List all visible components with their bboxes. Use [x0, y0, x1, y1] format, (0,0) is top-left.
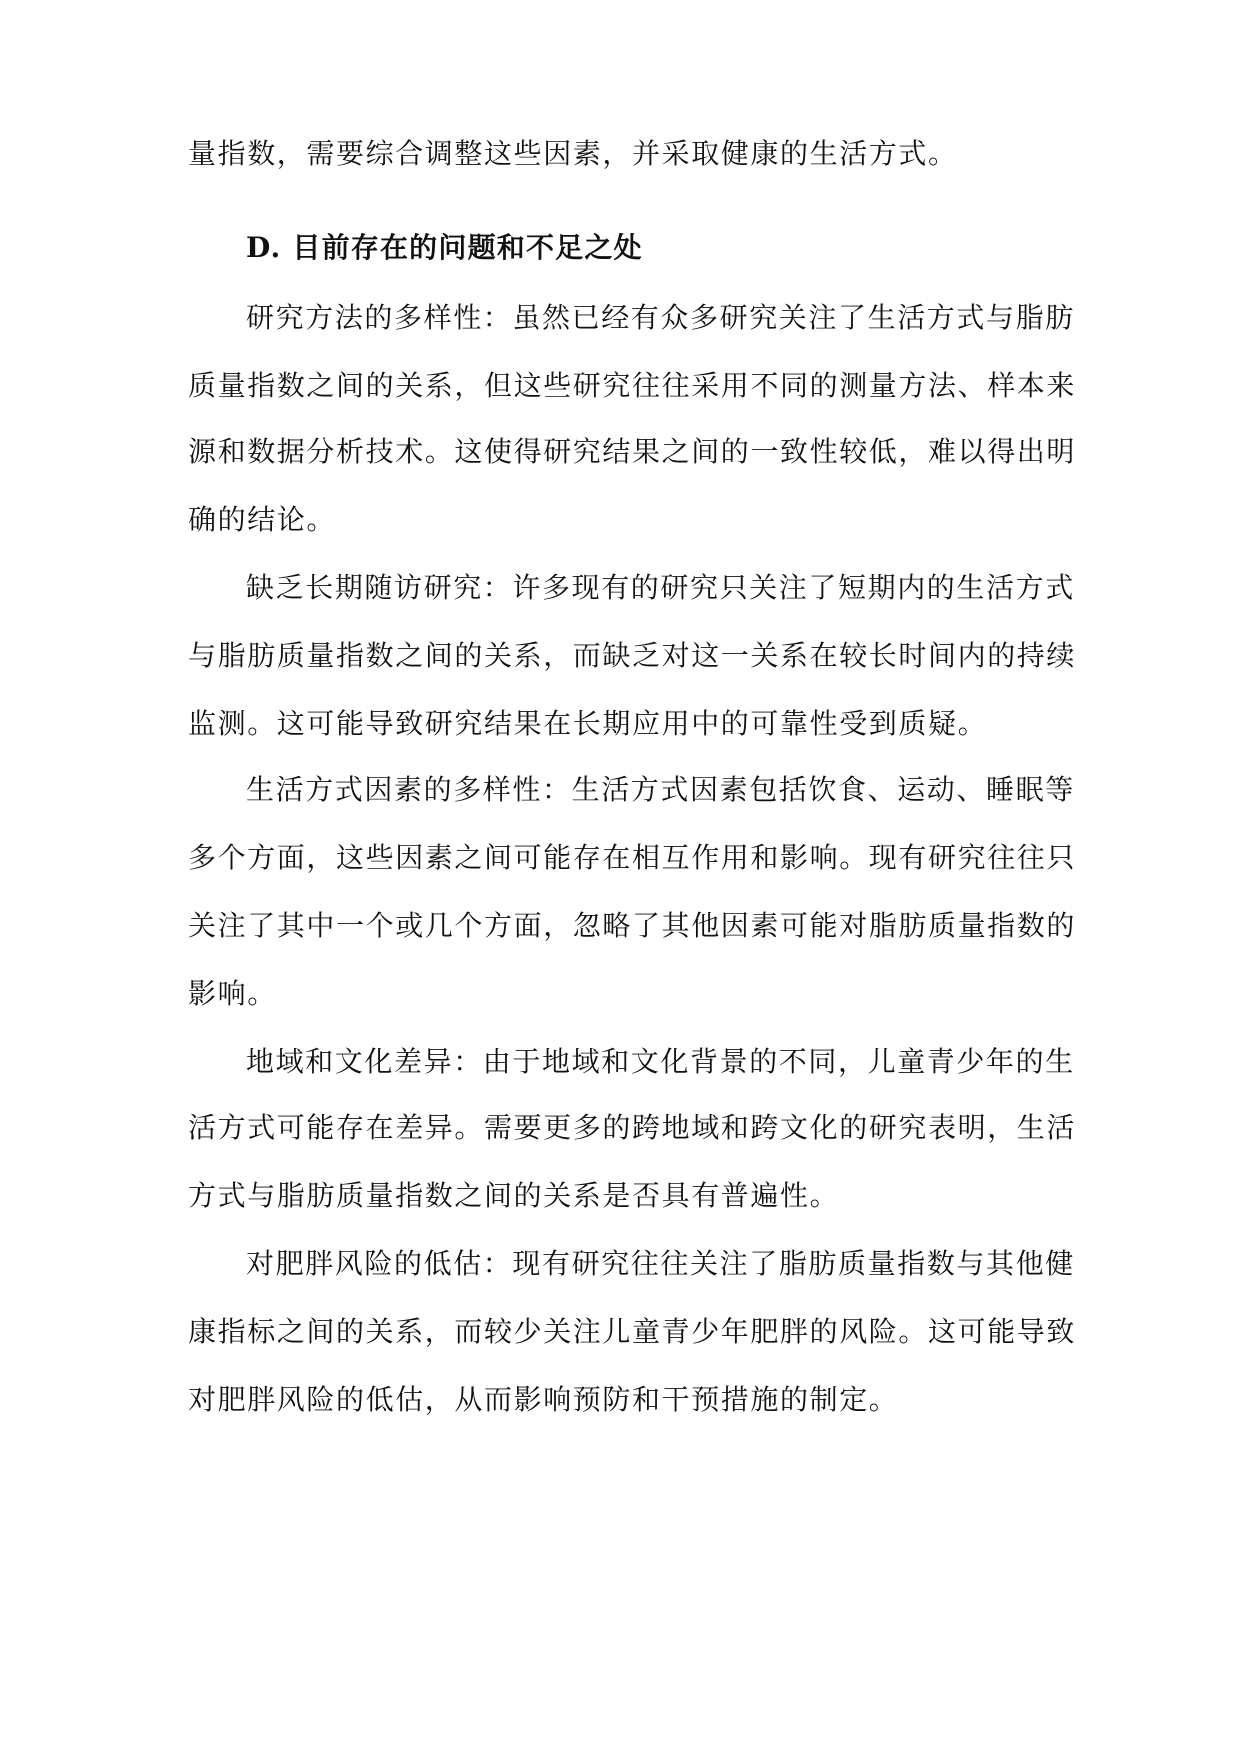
paragraph-5-line-3: 对肥胖风险的低估，从而影响预防和干预措施的制定。 [188, 1383, 899, 1416]
paragraph-5-line-2: 康指标之间的关系，而较少关注儿童青少年肥胖的风险。这可能导致 [188, 1315, 1077, 1348]
paragraph-1-line-1: 研究方法的多样性：虽然已经有众多研究关注了生活方式与脂肪 [246, 301, 1075, 334]
paragraph-3-line-3: 关注了其中一个或几个方面，忽略了其他因素可能对脂肪质量指数的 [188, 909, 1077, 942]
paragraph-3-line-1: 生活方式因素的多样性：生活方式因素包括饮食、运动、睡眠等 [246, 773, 1075, 806]
paragraph-4-line-1: 地域和文化差异：由于地域和文化背景的不同，儿童青少年的生 [246, 1045, 1075, 1078]
paragraph-3-line-4: 影响。 [188, 977, 277, 1010]
paragraph-3-line-2: 多个方面，这些因素之间可能存在相互作用和影响。现有研究往往只 [188, 841, 1077, 874]
paragraph-1-line-2: 质量指数之间的关系，但这些研究往往采用不同的测量方法、样本来 [188, 369, 1077, 402]
section-heading: D. 目前存在的问题和不足之处 [246, 231, 643, 264]
paragraph-1-line-4: 确的结论。 [188, 503, 337, 536]
paragraph-4-line-2: 活方式可能存在差异。需要更多的跨地域和跨文化的研究表明，生活 [188, 1111, 1077, 1144]
paragraph-2-line-3: 监测。这可能导致研究结果在长期应用中的可靠性受到质疑。 [188, 707, 988, 740]
paragraph-2-line-1: 缺乏长期随访研究：许多现有的研究只关注了短期内的生活方式 [246, 571, 1075, 604]
paragraph-5-line-1: 对肥胖风险的低估：现有研究往往关注了脂肪质量指数与其他健 [246, 1247, 1075, 1280]
paragraph-1-line-3: 源和数据分析技术。这使得研究结果之间的一致性较低，难以得出明 [188, 435, 1077, 468]
paragraph-4-line-3: 方式与脂肪质量指数之间的关系是否具有普遍性。 [188, 1179, 840, 1212]
carryover-line: 量指数，需要综合调整这些因素，并采取健康的生活方式。 [188, 137, 958, 170]
paragraph-2-line-2: 与脂肪质量指数之间的关系，而缺乏对这一关系在较长时间内的持续 [188, 639, 1077, 672]
